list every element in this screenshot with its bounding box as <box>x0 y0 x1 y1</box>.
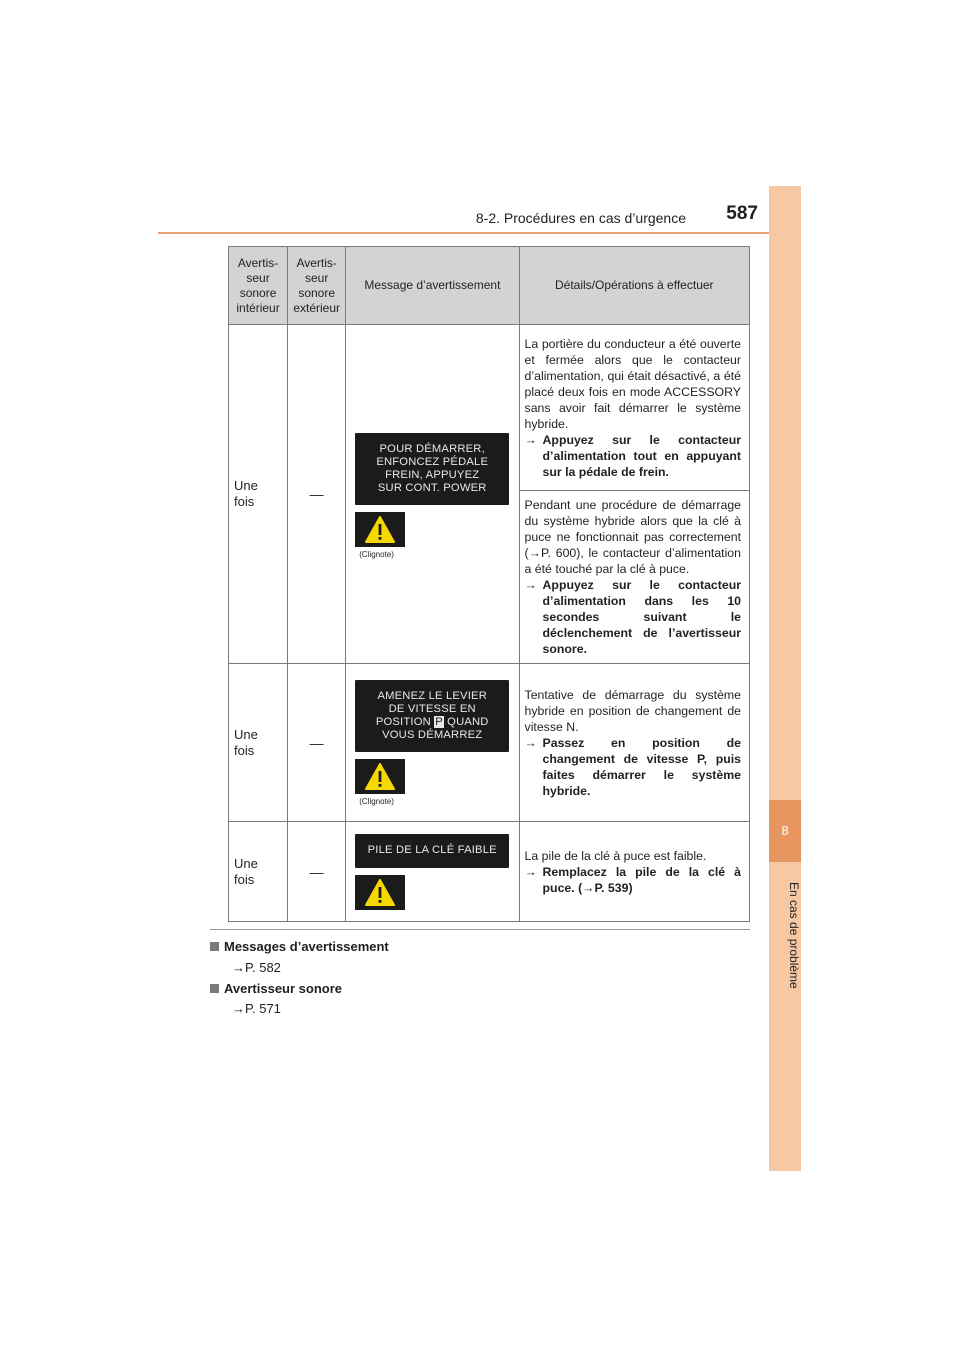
table-row <box>229 822 750 922</box>
warning-triangle-icon <box>365 516 395 543</box>
note-title-buzzer <box>210 981 342 996</box>
action-text: Passez en position de changement de vitesse P, puis faites démarrer le système hybride. <box>542 735 741 798</box>
p-position-indicator: P <box>435 715 443 728</box>
note-title-messages <box>210 939 389 954</box>
header-outer-buzzer: Avertis- seur sonore extérieur <box>288 247 346 325</box>
note-title-text: Messages d’avertissement <box>224 939 389 954</box>
details-cell <box>519 822 749 922</box>
chapter-side-tab <box>769 186 801 1171</box>
warning-indicator <box>355 875 405 910</box>
note-ref-messages[interactable]: →P. 582 <box>232 960 281 975</box>
screen-line: POSITION P QUAND <box>375 715 489 728</box>
blink-note: (Clignote) <box>359 550 394 559</box>
action <box>525 864 741 896</box>
details-text: Tentative de démarrage du système hybride en position de changement de vitesse N. <box>524 687 741 734</box>
details-text: La portière du conducteur a été ouverte et fermée alors que le contacteur d’alimentation, qui était désactivé, a été placé deux fois en mode ACCESSORY sans avoir fait démarrer le système hybride. <box>524 336 741 431</box>
chapter-number: 8 <box>769 800 801 862</box>
table-row <box>229 325 750 491</box>
details-text: La pile de la clé à puce est faible. <box>524 848 707 863</box>
screen-line: VOUS DÉMARREZ <box>382 728 483 741</box>
message-cell <box>346 325 519 664</box>
note-title-text: Avertisseur sonore <box>224 981 343 996</box>
square-bullet-icon <box>210 942 219 951</box>
table-header-row <box>229 247 750 325</box>
outer-buzzer-dash: — <box>288 822 346 922</box>
action <box>525 735 741 799</box>
message-cell <box>346 822 519 922</box>
warning-indicator <box>355 759 405 794</box>
blink-note: (Clignote) <box>359 796 394 806</box>
arrow-icon: → <box>524 578 537 592</box>
display-message: POUR DÉMARRER, ENFONCEZ PÉDALE FREIN, APPUYEZ SUR CONT. POWER <box>355 433 509 505</box>
warning-table <box>228 246 750 922</box>
details-cell <box>519 325 749 491</box>
screen-line: DE VITESSE EN <box>388 702 476 715</box>
inner-buzzer-count: Une fois <box>229 822 288 922</box>
action-text: Appuyez sur le contacteur d’alimentation tout en appuyant sur la pédale de frein. <box>542 432 741 479</box>
arrow-icon: → <box>524 864 537 879</box>
action <box>525 432 741 480</box>
table-row <box>229 664 750 822</box>
section-divider <box>210 929 750 930</box>
inner-buzzer-count: Une fois <box>229 325 288 664</box>
header-inner-buzzer: Avertis- seur sonore intérieur <box>229 247 288 325</box>
outer-buzzer-dash: — <box>288 664 346 822</box>
inner-buzzer-count: Une fois <box>229 664 288 822</box>
screen-line: AMENEZ LE LEVIER <box>377 689 487 702</box>
action <box>525 577 741 657</box>
section-title: 8-2. Procédures en cas d’urgence <box>475 210 686 226</box>
message-cell <box>346 664 519 822</box>
square-bullet-icon <box>210 984 219 993</box>
header-message: Message d’avertissement <box>346 247 519 325</box>
details-cell <box>519 664 749 822</box>
action-text: Appuyez sur le contacteur d’alimentation dans les 10 secondes suivant le déclenchement de l’avertisseur sonore. <box>542 578 741 656</box>
arrow-icon: → <box>524 735 537 750</box>
warning-triangle-icon <box>365 763 395 790</box>
display-message <box>355 680 509 752</box>
page-number: 587 <box>726 203 758 224</box>
outer-buzzer-dash: — <box>288 325 346 664</box>
header-details: Détails/Opérations à effectuer <box>519 247 749 325</box>
details-cell <box>519 491 749 664</box>
display-message: PILE DE LA CLÉ FAIBLE <box>355 834 509 868</box>
header-rule <box>158 232 800 234</box>
arrow-icon: → <box>524 432 537 447</box>
chapter-label: En cas de problème <box>787 881 801 989</box>
note-ref-buzzer[interactable]: →P. 571 <box>232 1001 281 1016</box>
warning-triangle-icon <box>365 879 395 906</box>
action-text: Remplacez la pile de la clé à puce. (→P. 539) <box>542 864 741 895</box>
details-text: Pendant une procédure de démarrage du système hybride alors que la clé à puce ne fonctionnait pas correctement (→P. 600), le contacteur d’alimentation a été touché par la clé à puce. <box>524 498 741 576</box>
warning-indicator <box>355 512 405 547</box>
